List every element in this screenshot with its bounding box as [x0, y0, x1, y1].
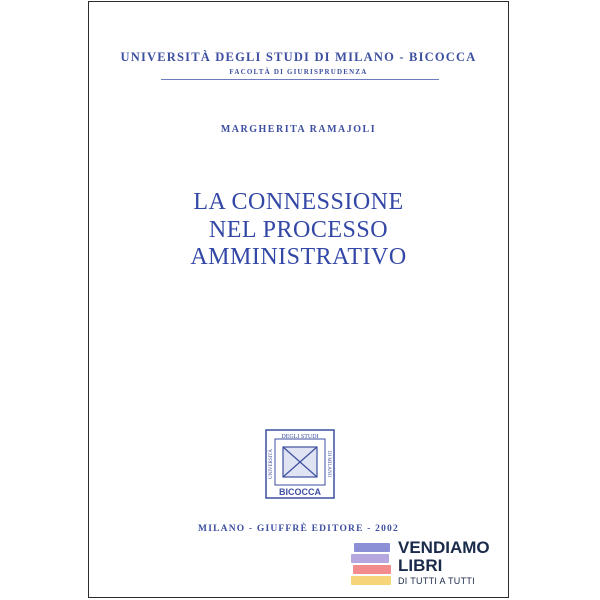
publisher-line: MILANO - GIUFFRÈ EDITORE - 2002	[198, 524, 399, 534]
author-name: MARGHERITA RAMAJOLI	[220, 124, 377, 135]
watermark-line-1: VENDIAMO	[398, 538, 490, 557]
watermark-line-3: DI TUTTI A TUTTI	[398, 576, 475, 586]
logo-right-text: DI MILANO	[326, 450, 331, 478]
logo-bottom-text: BICOCCA	[279, 487, 321, 497]
logo-left-text: UNIVERSITÀ	[269, 449, 274, 479]
watermark-line-2: LIBRI	[398, 556, 443, 575]
book-stack-icon	[350, 541, 394, 589]
university-name: UNIVERSITÀ DEGLI STUDI DI MILANO - BICOCCA	[120, 50, 477, 64]
vendiamo-libri-watermark	[350, 537, 490, 593]
header-divider	[161, 79, 439, 80]
book-title-line-2: NEL PROCESSO	[208, 217, 389, 243]
book-title-line-1: LA CONNESSIONE	[193, 189, 404, 215]
university-logo	[265, 429, 335, 499]
book-title-line-3: AMMINISTRATIVO	[190, 244, 407, 270]
book-cover	[88, 1, 509, 598]
faculty-name: FACOLTÀ DI GIURISPRUDENZA	[229, 68, 368, 76]
logo-top-text: DEGLI STUDI	[281, 434, 319, 440]
